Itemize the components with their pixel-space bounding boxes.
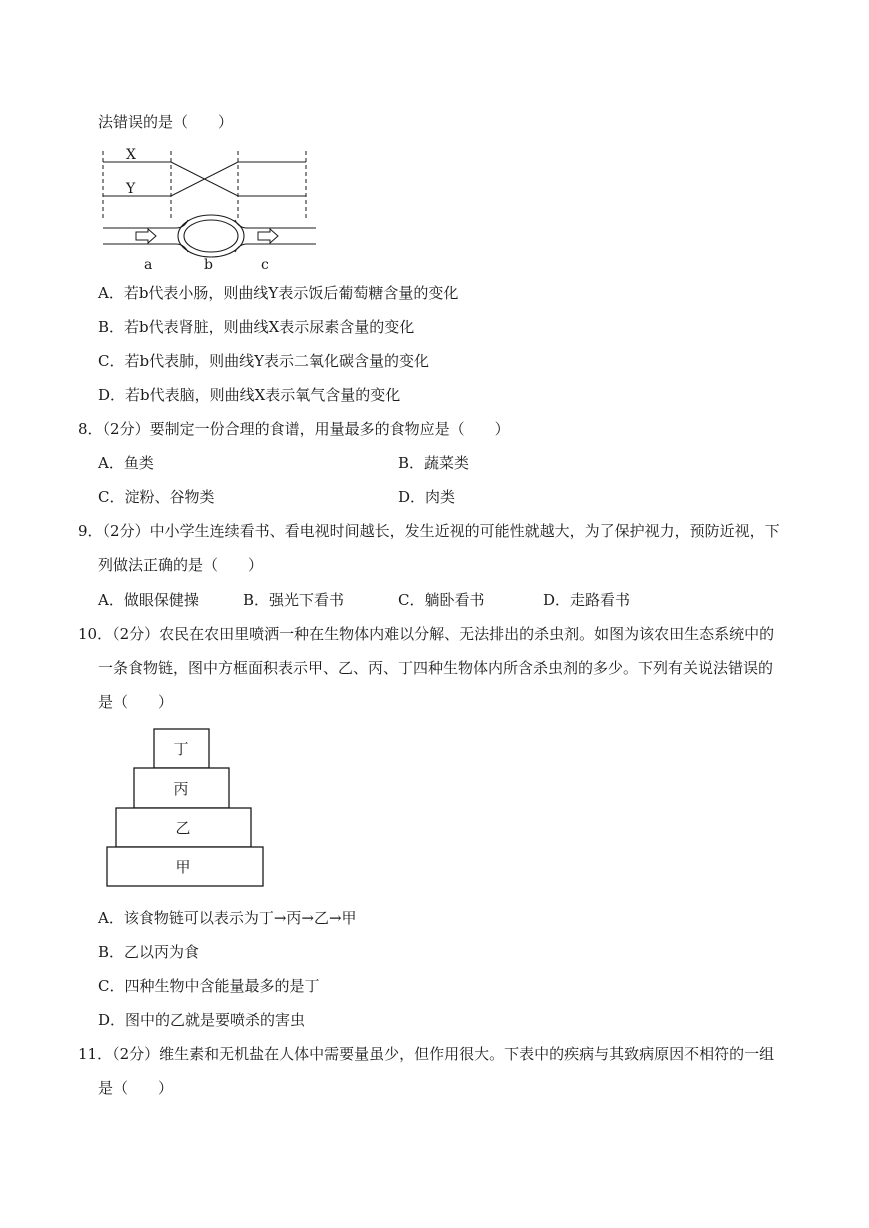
q11-stem-line1: 11．（2分）维生素和无机盐在人体中需要量虽少，但作用很大。下表中的疾病与其致病原因不相符的一组 bbox=[78, 1045, 775, 1063]
q8-option-a: A．鱼类 bbox=[98, 454, 154, 472]
arrow-right-icon bbox=[136, 229, 156, 243]
label-c: c bbox=[261, 257, 269, 273]
q10-option-a: A．该食物链可以表示为丁→丙→乙→甲 bbox=[98, 909, 357, 927]
q8-stem: 8．（2分）要制定一份合理的食谱，用量最多的食物应是（ ） bbox=[78, 420, 510, 438]
q7-option-c: C．若b代表肺，则曲线Y表示二氧化碳含量的变化 bbox=[98, 352, 429, 370]
q10-option-d: D．图中的乙就是要喷杀的害虫 bbox=[98, 1011, 306, 1029]
q10-option-b: B．乙以丙为食 bbox=[98, 943, 200, 961]
q8-option-c: C．淀粉、谷物类 bbox=[98, 488, 215, 506]
q9-option-b: B．强光下看书 bbox=[243, 591, 345, 609]
label-bing: 丙 bbox=[173, 780, 189, 798]
q10-stem-line2: 一条食物链，图中方框面积表示甲、乙、丙、丁四种生物体内所含杀虫剂的多少。下列有关说法错误的 bbox=[98, 659, 774, 677]
q10-stem-line1: 10．（2分）农民在农田里喷洒一种在生物体内难以分解、无法排出的杀虫剂。如图为该农田生态系统中的 bbox=[78, 625, 775, 643]
q9-option-c: C．躺卧看书 bbox=[398, 591, 485, 609]
label-ding: 丁 bbox=[173, 740, 189, 758]
q10-option-c: C．四种生物中含能量最多的是丁 bbox=[98, 977, 320, 995]
q9-option-a: A．做眼保健操 bbox=[98, 591, 199, 609]
arrow-right-icon bbox=[258, 229, 278, 243]
q11-stem-line2: 是（ ） bbox=[98, 1079, 174, 1097]
label-x: X bbox=[126, 147, 136, 163]
label-yi: 乙 bbox=[175, 819, 191, 837]
blood-flow-diagram bbox=[98, 148, 318, 273]
label-y: Y bbox=[126, 181, 136, 197]
q9-stem-line2: 列做法正确的是（ ） bbox=[98, 556, 264, 574]
q8-option-d: D．肉类 bbox=[398, 488, 456, 506]
q9-option-d: D．走路看书 bbox=[543, 591, 631, 609]
q7-stem-tail: 法错误的是（ ） bbox=[98, 113, 234, 131]
q9-stem-line1: 9．（2分）中小学生连续看书、看电视时间越长，发生近视的可能性就越大，为了保护视力，预防近视，下 bbox=[78, 522, 780, 540]
label-b: b bbox=[204, 257, 213, 273]
label-jia: 甲 bbox=[175, 858, 191, 876]
q8-option-b: B．蔬菜类 bbox=[398, 454, 470, 472]
q7-option-a: A．若b代表小肠，则曲线Y表示饭后葡萄糖含量的变化 bbox=[98, 284, 459, 302]
label-a: a bbox=[144, 257, 153, 273]
q10-stem-line3: 是（ ） bbox=[98, 693, 174, 711]
q7-option-b: B．若b代表肾脏，则曲线X表示尿素含量的变化 bbox=[98, 318, 415, 336]
q7-option-d: D．若b代表脑，则曲线X表示氧气含量的变化 bbox=[98, 386, 401, 404]
pesticide-pyramid-diagram bbox=[106, 728, 266, 888]
